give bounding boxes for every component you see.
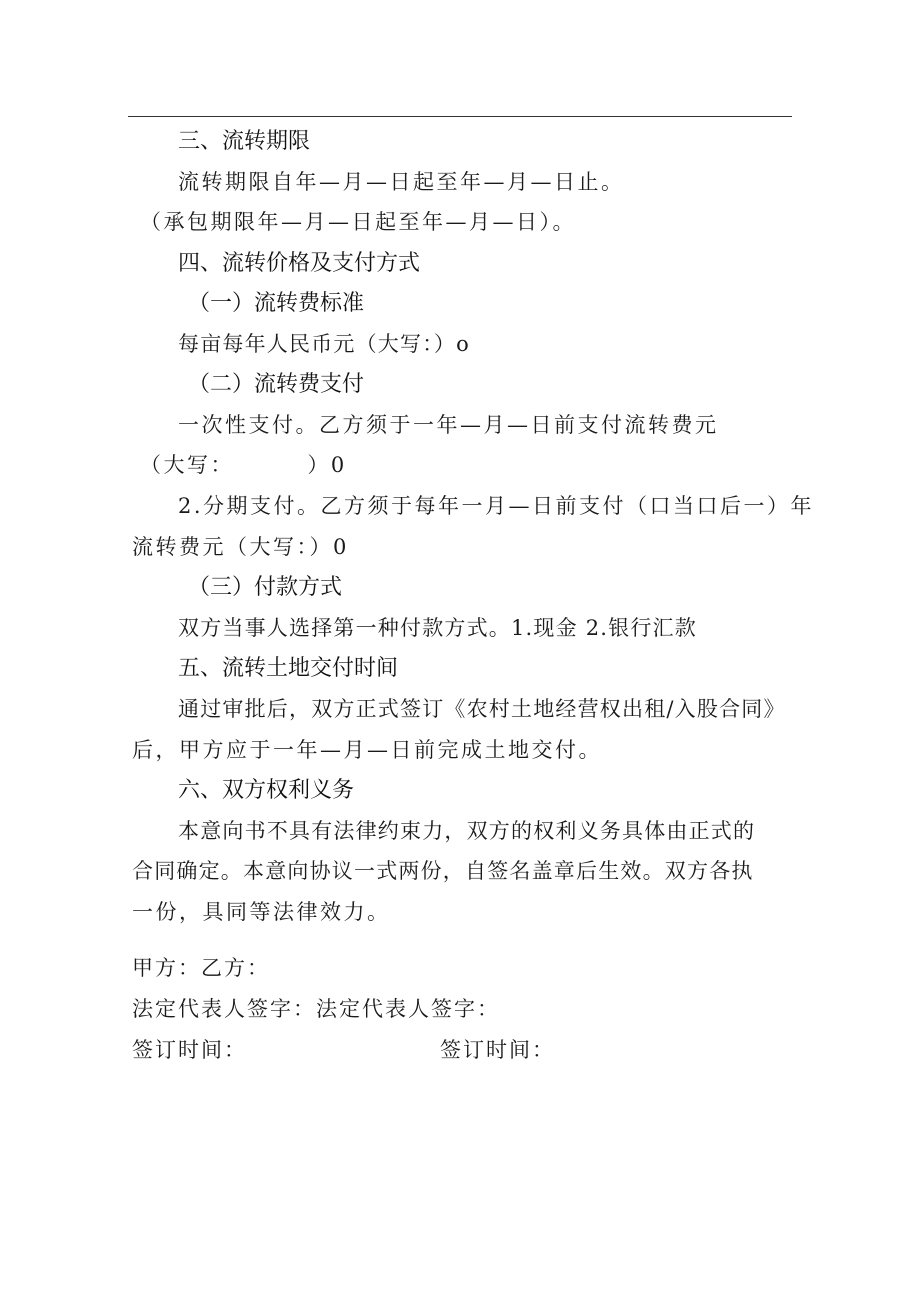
rights-line-3: 一份，具同等法律效力。 — [132, 900, 391, 924]
signature-date-right: 签订时间： — [440, 1038, 555, 1062]
section-price-heading: 四、流转价格及支付方式 — [178, 251, 421, 276]
delivery-line-2: 后，甲方应于一年—月—日前完成土地交付。 — [132, 738, 602, 762]
price-payment-line-4: 流转费元（大写：）0 — [132, 535, 349, 559]
price-standard-heading: （一）流转费标准 — [188, 291, 365, 316]
price-payment-line-1: 一次性支付。乙方须于一年—月—日前支付流转费元 — [178, 413, 719, 437]
delivery-line-1: 通过审批后，双方正式签订《农村土地经营权出租/入股合同》 — [178, 697, 786, 721]
price-method-heading: （三）付款方式 — [188, 575, 343, 600]
section-rights-heading: 六、双方权利义务 — [178, 778, 355, 803]
price-payment-line-3: 2.分期支付。乙方须于每年一月—日前支付（口当口后一）年 — [178, 494, 815, 518]
price-payment-line-2: （大写： ）0 — [140, 453, 347, 477]
signature-parties: 甲方：乙方： — [132, 956, 270, 980]
price-standard-line-1: 每亩每年人民币元（大写：）o — [178, 332, 470, 356]
term-line-1: 流转期限自年—月—日起至年—月—日止。 — [178, 170, 625, 194]
price-method-line-1: 双方当事人选择第一种付款方式。1.现金 2.银行汇款 — [178, 616, 697, 640]
rights-line-2: 合同确定。本意向协议一式两份，自签名盖章后生效。双方各执 — [132, 859, 754, 883]
signature-representatives: 法定代表人签字：法定代表人签字： — [132, 997, 500, 1021]
signature-date-left: 签订时间： — [132, 1038, 247, 1062]
price-payment-heading: （二）流转费支付 — [188, 372, 365, 397]
term-line-2: （承包期限年—月—日起至年—月—日）。 — [140, 210, 576, 234]
section-term-heading: 三、流转期限 — [178, 129, 311, 154]
section-delivery-heading: 五、流转土地交付时间 — [178, 656, 399, 681]
header-rule — [128, 116, 792, 117]
rights-line-1: 本意向书不具有法律约束力，双方的权利义务具体由正式的 — [178, 819, 756, 843]
